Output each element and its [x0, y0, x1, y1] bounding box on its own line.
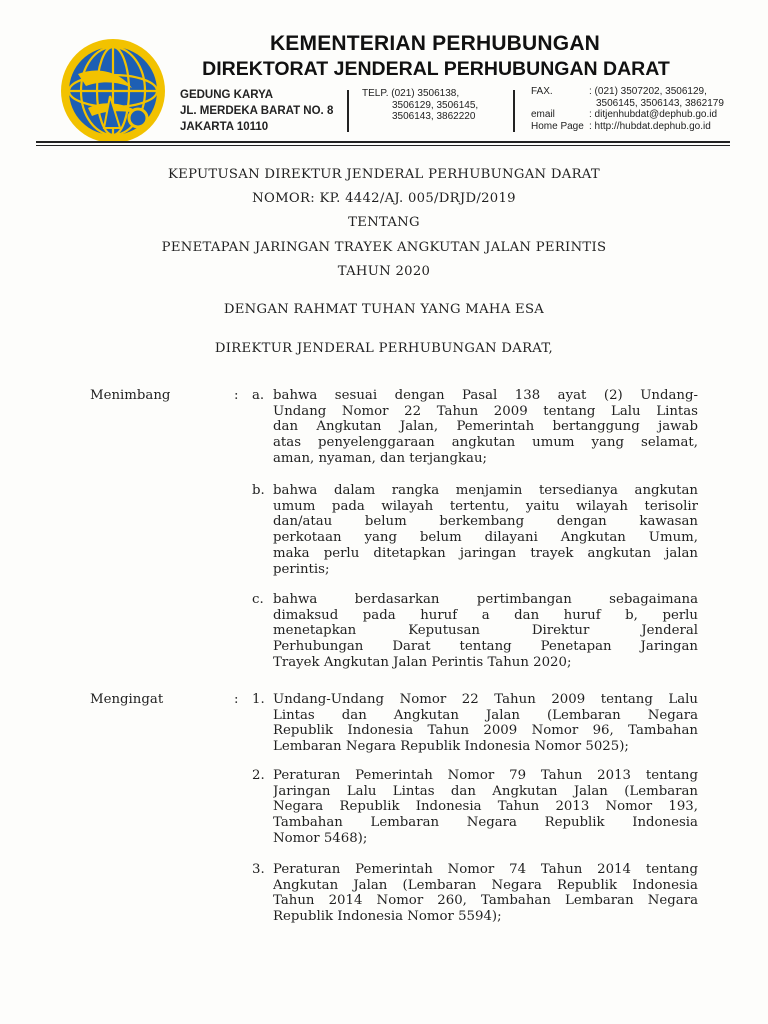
fax-label: FAX. — [531, 86, 553, 97]
item-line: atas penyelenggaraan angkutan umum yang selamat, — [273, 435, 698, 451]
item-line: Lintas dan Angkutan Jalan (Lembaran Negara — [273, 707, 698, 723]
item-line: Undang Nomor 22 Tahun 2009 tentang Lalu Lintas — [273, 403, 698, 419]
item-line: perkotaan yang belum dilayani Angkutan Umum, — [273, 530, 698, 546]
list-item — [273, 592, 698, 671]
item-line: Nomor 5468); — [273, 830, 368, 846]
item-line: Jaringan Lalu Lintas dan Angkutan Jalan (Lembaran — [273, 783, 698, 799]
decree-number: NOMOR: KP. 4442/AJ. 005/DRJD/2019 — [252, 191, 516, 206]
address-line: GEDUNG KARYA — [180, 89, 274, 101]
directorate-name: DIREKTORAT JENDERAL PERHUBUNGAN DARAT — [202, 58, 670, 80]
office-address — [180, 87, 333, 135]
decree-subject: PENETAPAN JARINGAN TRAYEK ANGKUTAN JALAN PERINTIS — [161, 240, 607, 255]
homepage-label: Home Page — [531, 120, 584, 132]
list-item — [273, 862, 698, 925]
ministry-name: KEMENTERIAN PERHUBUNGAN — [269, 32, 601, 55]
telephone-line: TELP. (021) 3506138, — [362, 88, 460, 99]
list-item — [273, 388, 698, 467]
item-line: Angkutan Jalan (Lembaran Negara Republik Indonesia — [273, 877, 698, 893]
list-item — [273, 692, 698, 755]
email-label: email — [531, 109, 555, 120]
homepage-value: : http://hubdat.dephub.go.id — [589, 120, 711, 132]
blessing-line: DENGAN RAHMAT TUHAN YANG MAHA ESA — [223, 302, 545, 317]
mengingat-label: Mengingat — [90, 692, 164, 707]
item-line: Republik Indonesia Tahun 2009 Nomor 96, Tambahan — [273, 723, 698, 739]
item-line: bahwa berdasarkan pertimbangan sebagaimana — [273, 592, 698, 607]
menimbang-label: Menimbang — [90, 388, 171, 403]
item-line: Republik Indonesia Nomor 5594); — [273, 909, 502, 925]
item-marker: 1. — [252, 692, 265, 707]
telephone-block — [362, 88, 478, 123]
item-line: Tambahan Lembaran Negara Republik Indonesia — [273, 815, 698, 831]
item-marker: 2. — [252, 768, 265, 783]
item-line: dan/atau belum berkembang dengan kawasan — [273, 514, 698, 530]
contact-block — [531, 86, 724, 132]
item-line: Peraturan Pemerintah Nomor 79 Tahun 2013 tentang — [273, 768, 698, 783]
fax-value-continued: 3506145, 3506143, 3862179 — [596, 97, 724, 109]
header-divider — [347, 90, 349, 132]
item-line: dimaksud pada huruf a dan huruf b, perlu — [273, 607, 698, 623]
mengingat-colon: : — [234, 692, 239, 707]
list-item — [273, 483, 698, 577]
header-divider — [513, 90, 515, 132]
item-marker: b. — [252, 483, 265, 498]
item-line: Peraturan Pemerintah Nomor 74 Tahun 2014 tentang — [273, 862, 698, 877]
decree-year: TAHUN 2020 — [337, 264, 431, 279]
official-line: DIREKTUR JENDERAL PERHUBUNGAN DARAT, — [214, 341, 554, 356]
item-line: perintis; — [273, 561, 330, 577]
telephone-line: 3506129, 3506145, — [392, 99, 479, 111]
letterhead-rule — [36, 145, 730, 146]
address-line: JL. MERDEKA BARAT NO. 8 — [180, 105, 334, 117]
list-item — [273, 768, 698, 847]
item-line: Tahun 2014 Nomor 260, Tambahan Lembaran Negara — [273, 893, 698, 909]
item-marker: 3. — [252, 862, 265, 877]
ministry-logo-icon — [58, 36, 168, 146]
item-line: bahwa sesuai dengan Pasal 138 ayat (2) Undang- — [273, 388, 698, 403]
decree-title: KEPUTUSAN DIREKTUR JENDERAL PERHUBUNGAN DARAT — [167, 167, 600, 182]
item-line: bahwa dalam rangka menjamin tersedianya angkutan — [273, 483, 698, 498]
fax-value: : (021) 3507202, 3506129, — [589, 86, 707, 97]
item-line: Lembaran Negara Republik Indonesia Nomor 5025); — [273, 739, 629, 755]
item-line: Trayek Angkutan Jalan Perintis Tahun 2020; — [273, 654, 572, 670]
item-line: Undang-Undang Nomor 22 Tahun 2009 tentang Lalu — [273, 692, 698, 707]
item-line: Perhubungan Darat tentang Penetapan Jaringan — [273, 639, 698, 655]
item-marker: a. — [252, 388, 265, 403]
item-line: dan Angkutan Jalan, Pemerintah bertanggung jawab — [273, 419, 698, 435]
letterhead-rule — [36, 141, 730, 143]
item-line: umum pada wilayah tertentu, yaitu wilayah terisolir — [273, 498, 698, 514]
telephone-line: 3506143, 3862220 — [392, 111, 476, 122]
item-marker: c. — [252, 592, 264, 607]
item-line: aman, nyaman, dan terjangkau; — [273, 450, 487, 466]
menimbang-colon: : — [234, 388, 239, 403]
address-line: JAKARTA 10110 — [180, 121, 269, 133]
item-line: Negara Republik Indonesia Tahun 2013 Nomor 193, — [273, 799, 698, 815]
email-value: : ditjenhubdat@dephub.go.id — [589, 109, 718, 120]
decree-about: TENTANG — [348, 215, 420, 230]
item-line: menetapkan Keputusan Direktur Jenderal — [273, 623, 698, 639]
item-line: maka perlu ditetapkan jaringan trayek angkutan jalan — [273, 545, 698, 561]
